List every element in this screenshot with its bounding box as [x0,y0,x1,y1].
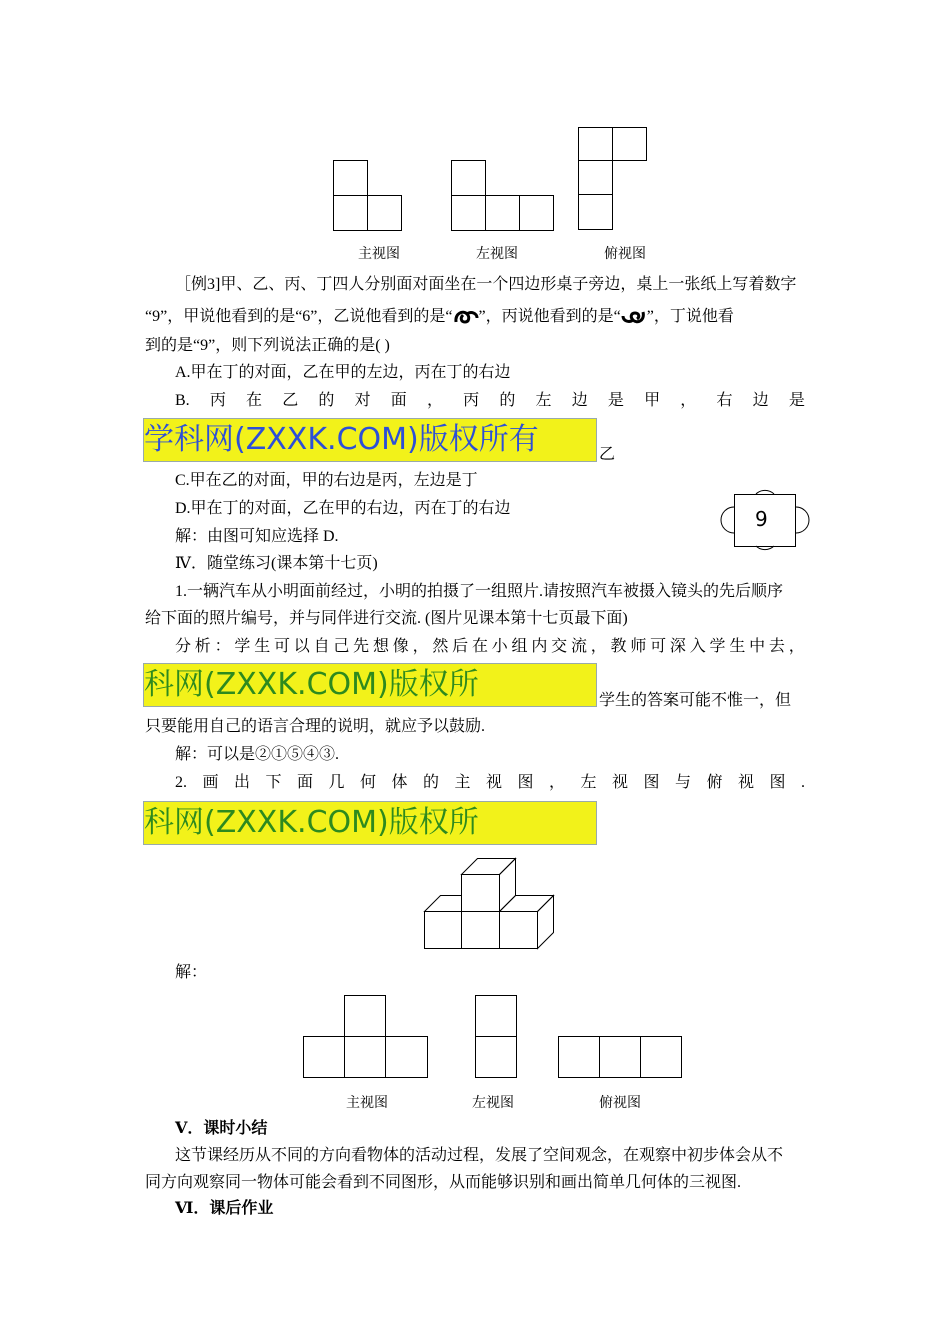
figure3-top-view [558,1036,684,1080]
figure1-left-view [451,160,555,232]
section4-heading: Ⅳ．随堂练习(课本第十七页) [175,555,378,572]
option-d: D.甲在丁的对面，乙在甲的右边，丙在丁的右边 [175,500,511,517]
rotated-six-glyph [621,308,647,326]
example3-line3: 到的是“9”，则下列说法正确的是( ) [145,337,390,354]
section5-heading: Ⅴ．课时小结 [175,1120,268,1137]
section5-paragraph-line2: 同方向观察同一物体可能会看到不同图形，从而能够识别和画出简单几何体的三视图. [145,1174,742,1191]
q1-line2: 给下面的照片编号，并与同伴进行交流. (图片见课本第十七页最下面) [145,610,628,627]
figure1-caption-left: 左视图 [476,246,518,262]
figure3-caption-front: 主视图 [346,1095,388,1111]
section6-heading: Ⅵ．课后作业 [175,1200,274,1217]
option-b-end: 乙 [599,446,616,463]
q1-line1: 1.一辆汽车从小明面前经过，小明的拍摄了一组照片.请按照汽车被摄入镜头的先后顺序 [175,583,784,600]
cube-solid-diagram [420,855,560,951]
analysis-line1: 分 析 ： 学 生 可 以 自 己 先 想 像 ， 然 后 在 小 组 内 交 流 ， 教 师 可 深 入 学 生 中 去 ， [175,638,805,655]
figure1-front-view [333,160,403,232]
example3-line1: ［例3]甲、乙、丙、丁四人分别面对面坐在一个四边形桌子旁边，桌上一张纸上写着数字 [175,276,797,293]
figure3-caption-left: 左视图 [472,1095,514,1111]
rotated-nine-glyph [453,308,479,326]
option-a: A.甲在丁的对面，乙在甲的左边，丙在丁的右边 [175,364,511,381]
watermark-banner: 科网(ZXXK.COM)版权所 [143,663,597,707]
figure1-top-view [578,127,648,231]
q2-line: 2. 画 出 下 面 几 何 体 的 主 视 图 ， 左 视 图 与 俯 视 图 . [175,774,805,791]
option-c: C.甲在乙的对面，甲的右边是丙，左边是丁 [175,472,478,489]
watermark-banner: 学科网(ZXXK.COM)版权所有 [143,418,597,462]
figure1-caption-front: 主视图 [358,246,400,262]
figure3-left-view [475,995,519,1079]
option-b: B. 丙 在 乙 的 对 面 ， 丙 的 左 边 是 甲 ， 右 边 是 [175,392,805,409]
table-number: 9 [755,507,768,531]
q1-answer: 解：可以是②①⑤④③. [175,746,340,763]
q2-answer-label: 解： [175,964,208,981]
figure3-front-view [303,995,429,1079]
figure3-caption-top: 俯视图 [599,1095,641,1111]
watermark-banner: 科网(ZXXK.COM)版权所 [143,801,597,845]
analysis-line3: 只要能用自己的语言合理的说明，就应予以鼓励. [145,718,486,735]
figure1-caption-top: 俯视图 [604,246,646,262]
analysis-line2: 学生的答案可能不惟一，但 [599,692,792,709]
section5-paragraph-line1: 这节课经历从不同的方向看物体的活动过程，发展了空间观念，在观察中初步体会从不 [175,1147,784,1164]
example3-line2: “9”，甲说他看到的是“6”，乙说他看到的是“ ”，丙说他看到的是“ ”，丁说他看 [145,308,734,325]
example3-answer: 解：由图可知应选择 D. [175,528,339,545]
